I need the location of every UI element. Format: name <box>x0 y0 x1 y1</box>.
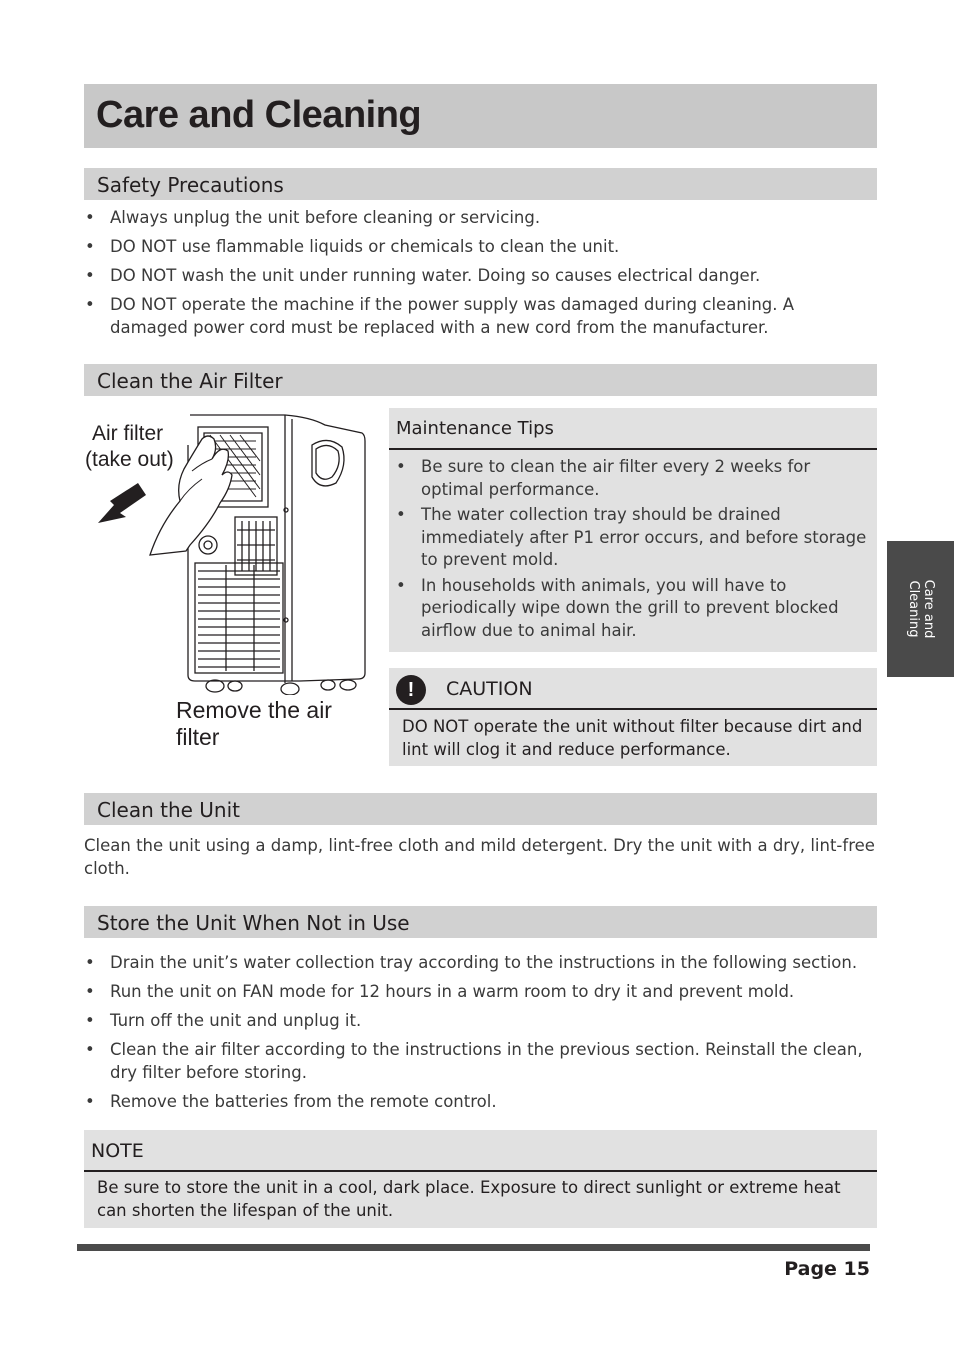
clean-unit-heading: Clean the Unit <box>97 798 241 822</box>
list-item: • DO NOT operate the machine if the power supply was damaged during cleaning. A damaged power cord must be replaced with a new cord from the manufacturer. <box>84 293 877 339</box>
store-list <box>84 951 877 1119</box>
caution-heading: CAUTION <box>446 678 533 700</box>
caution-box <box>389 668 877 766</box>
page-title-bar <box>84 84 877 148</box>
list-item: • In households with animals, you will have to periodically wipe down the grill to prevent blocked airflow due to animal hair. <box>395 575 871 643</box>
list-item: • Drain the unit’s water collection tray according to the instructions in the following section. <box>84 951 877 974</box>
maintenance-tips-box <box>389 408 877 652</box>
maintenance-tips-header <box>389 408 877 450</box>
footer-divider <box>77 1244 870 1251</box>
page-number: Page 15 <box>784 1258 870 1280</box>
clean-unit-text: Clean the unit using a damp, lint-free cloth and mild detergent. Dry the unit with a dry, lint-free cloth. <box>84 836 875 878</box>
page-title: Care and Cleaning <box>96 94 422 136</box>
safety-heading: Safety Precautions <box>97 173 284 197</box>
clean-unit-section-header <box>84 793 877 825</box>
side-section-tab <box>887 541 954 677</box>
list-item: • Always unplug the unit before cleaning or servicing. <box>84 206 877 229</box>
store-heading: Store the Unit When Not in Use <box>97 911 410 935</box>
safety-section-header <box>84 168 877 200</box>
list-item: • The water collection tray should be drained immediately after P1 error occurs, and before storage to prevent mold. <box>395 504 871 572</box>
exclamation-icon: ! <box>396 675 426 705</box>
caution-header <box>389 668 877 710</box>
note-heading: NOTE <box>91 1140 144 1162</box>
list-item: • Remove the batteries from the remote control. <box>84 1090 877 1113</box>
list-item: • DO NOT wash the unit under running water. Doing so causes electrical danger. <box>84 264 877 287</box>
air-filter-label-line1: Air filter <box>92 422 164 445</box>
side-tab-label: Care and Cleaning <box>905 579 936 639</box>
list-item: • Turn off the unit and unplug it. <box>84 1009 877 1032</box>
air-filter-illustration <box>80 405 380 750</box>
list-item: • Be sure to clean the air filter every 2 weeks for optimal performance. <box>395 456 871 501</box>
caution-text: DO NOT operate the unit without filter because dirt and lint will clog it and reduce performance. <box>402 717 863 759</box>
list-item: • Run the unit on FAN mode for 12 hours in a warm room to dry it and prevent mold. <box>84 980 877 1003</box>
list-item: • Clean the air filter according to the instructions in the previous section. Reinstall the clean, dry filter before storing. <box>84 1038 877 1084</box>
figure-caption: Remove the air filter <box>176 697 332 750</box>
maintenance-tips-list <box>395 456 871 645</box>
store-section-header <box>84 906 877 938</box>
list-item: • DO NOT use flammable liquids or chemicals to clean the unit. <box>84 235 877 258</box>
air-filter-heading: Clean the Air Filter <box>97 369 283 393</box>
air-filter-section-header <box>84 364 877 396</box>
note-box <box>84 1130 877 1228</box>
air-filter-label-line2: (take out) <box>85 448 174 471</box>
air-filter-label <box>85 421 174 473</box>
note-header <box>84 1130 877 1172</box>
maintenance-tips-heading: Maintenance Tips <box>396 418 554 439</box>
safety-list <box>84 206 877 345</box>
note-text: Be sure to store the unit in a cool, dark place. Exposure to direct sunlight or extreme heat can shorten the lifespan of the unit. <box>97 1178 841 1220</box>
